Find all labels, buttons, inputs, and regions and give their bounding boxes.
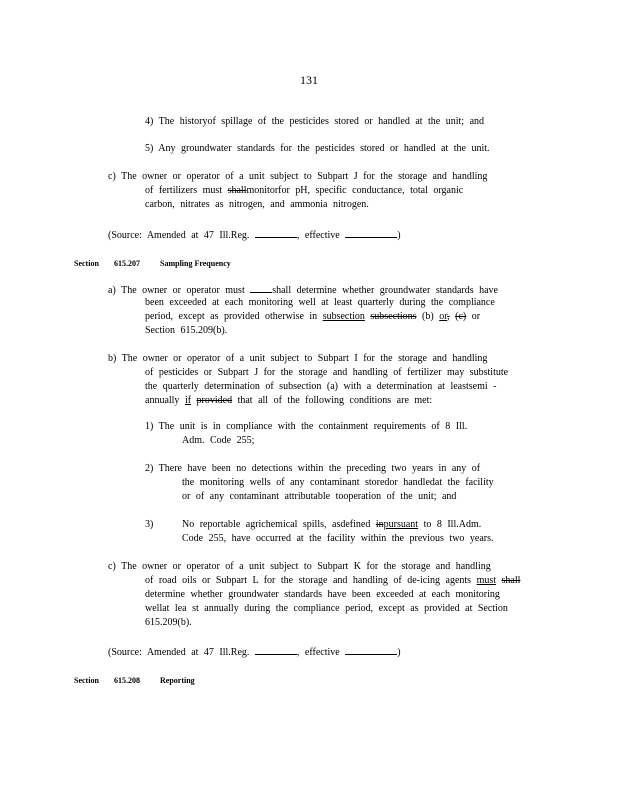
item-1-line-2: Adm. Code 255; <box>182 435 255 446</box>
section-615-208-label: Section <box>74 676 99 685</box>
para-c2-line-1: c) The owner or operator of a unit subject to Subpart K for the storage and handling <box>108 561 491 572</box>
source-note-1: (Source: Amended at 47 Ill.Reg. , effective ) <box>108 230 401 241</box>
para-b-line-2: of pesticides or Subpart J for the storage and handling of fertilizer may substitute <box>145 367 509 378</box>
item-4-line: 4) The historyof spillage of the pesticides stored or handled at the unit; and <box>145 116 485 127</box>
item-2-line-3: or of any contaminant attributable tooperation of the unit; and <box>182 491 457 502</box>
para-c-line-3: carbon, nitrates as nitrogen, and ammonia nitrogen. <box>145 199 369 210</box>
item-3-line-1: No reportable agrichemical spills, asdefined inpursuant to 8 Ill.Adm. <box>182 519 482 530</box>
item-1-line-1: 1) The unit is in compliance with the containment requirements of 8 Ill. <box>145 421 468 432</box>
section-615-208-title: Reporting <box>160 676 195 685</box>
page-number: 131 <box>300 73 318 87</box>
para-b-line-3: the quarterly determination of subsection (a) with a determination at leastsemi - <box>145 381 497 392</box>
item-3-line-2: Code 255, have occurred at the facility within the previous two years. <box>182 533 494 544</box>
deleted-text: shall <box>227 185 247 196</box>
section-615-208-number: 615.208 <box>114 676 140 685</box>
para-a-line-4: Section 615.209(b). <box>145 325 228 336</box>
para-a-line-2: been exceeded at each monitoring well at least quarterly during the compliance <box>145 297 495 308</box>
section-615-207-number: 615.207 <box>114 259 140 268</box>
item-2-line-1: 2) There have been no detections within the preceding two years in any of <box>145 463 481 474</box>
para-c-line-2: of fertilizers must shallmonitorfor pH, specific conductance, total organic <box>145 185 464 196</box>
section-615-207-title: Sampling Frequency <box>160 259 231 268</box>
para-a-line-1: a) The owner or operator must shall determine whether groundwater standards have <box>108 285 498 296</box>
para-c2-line-2: of road oils or Subpart L for the storage and handling of de-icing agents must shall <box>145 575 521 586</box>
para-b-line-4: annually if provided that all of the following conditions are met: <box>145 395 433 406</box>
section-615-207-label: Section <box>74 259 99 268</box>
item-2-line-2: the monitoring wells of any contaminant storedor handledat the facility <box>182 477 494 488</box>
para-c2-line-3: determine whether groundwater standards have been exceeded at each monitoring <box>145 589 500 600</box>
item-5-line: 5) Any groundwater standards for the pesticides stored or handled at the unit. <box>145 143 490 154</box>
source-note-2: (Source: Amended at 47 Ill.Reg. , effective ) <box>108 647 401 658</box>
para-b-line-1: b) The owner or operator of a unit subject to Subpart I for the storage and handling <box>108 353 488 364</box>
para-c2-line-4: wellat lea st annually during the compliance period, except as provided at Section <box>145 603 508 614</box>
para-c-line-1: c) The owner or operator of a unit subject to Subpart J for the storage and handling <box>108 171 488 182</box>
para-c2-line-5: 615.209(b). <box>145 617 192 628</box>
item-3-number: 3) <box>145 519 154 530</box>
para-a-line-3: period, except as provided otherwise in subsection subsections (b) or, (c) or <box>145 311 481 322</box>
